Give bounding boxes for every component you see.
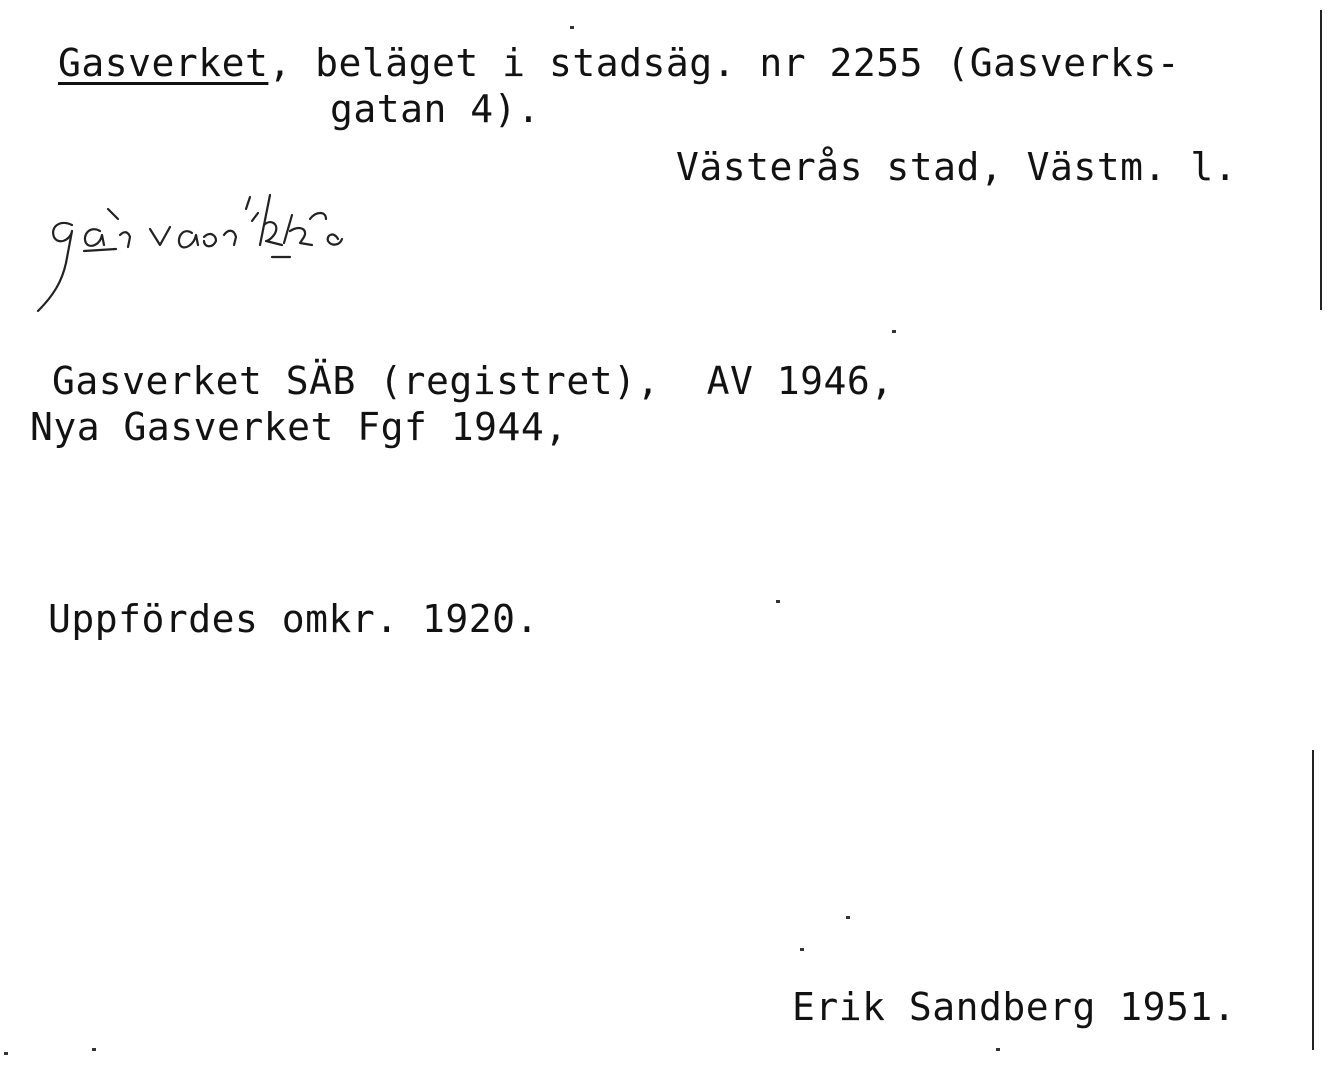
heading-description: , beläget i stadsäg. nr 2255 (Gasverks- [268,41,1181,85]
speck [776,600,780,603]
speck [570,26,574,29]
speck [800,948,804,951]
source-line-1: Gasverket SÄB (registret), AV 1946, [52,359,894,403]
place-name: Gasverket [58,41,269,85]
location: Västerås stad, Västm. l. [676,145,1238,189]
speck [92,1048,96,1051]
right-edge-mark-top [1320,10,1322,310]
speck [996,1048,1000,1051]
right-edge-mark-bottom [1312,750,1314,1050]
heading-line-2: gatan 4). [330,87,541,131]
signature: Erik Sandberg 1951. [792,985,1237,1029]
heading-line-1 [58,42,1180,84]
speck [892,330,896,333]
handwritten-pronunciation [20,185,460,325]
construction-note: Uppfördes omkr. 1920. [48,597,539,641]
speck [846,916,850,919]
source-line-2: Nya Gasverket Fgf 1944, [30,405,568,449]
speck [4,1052,8,1055]
